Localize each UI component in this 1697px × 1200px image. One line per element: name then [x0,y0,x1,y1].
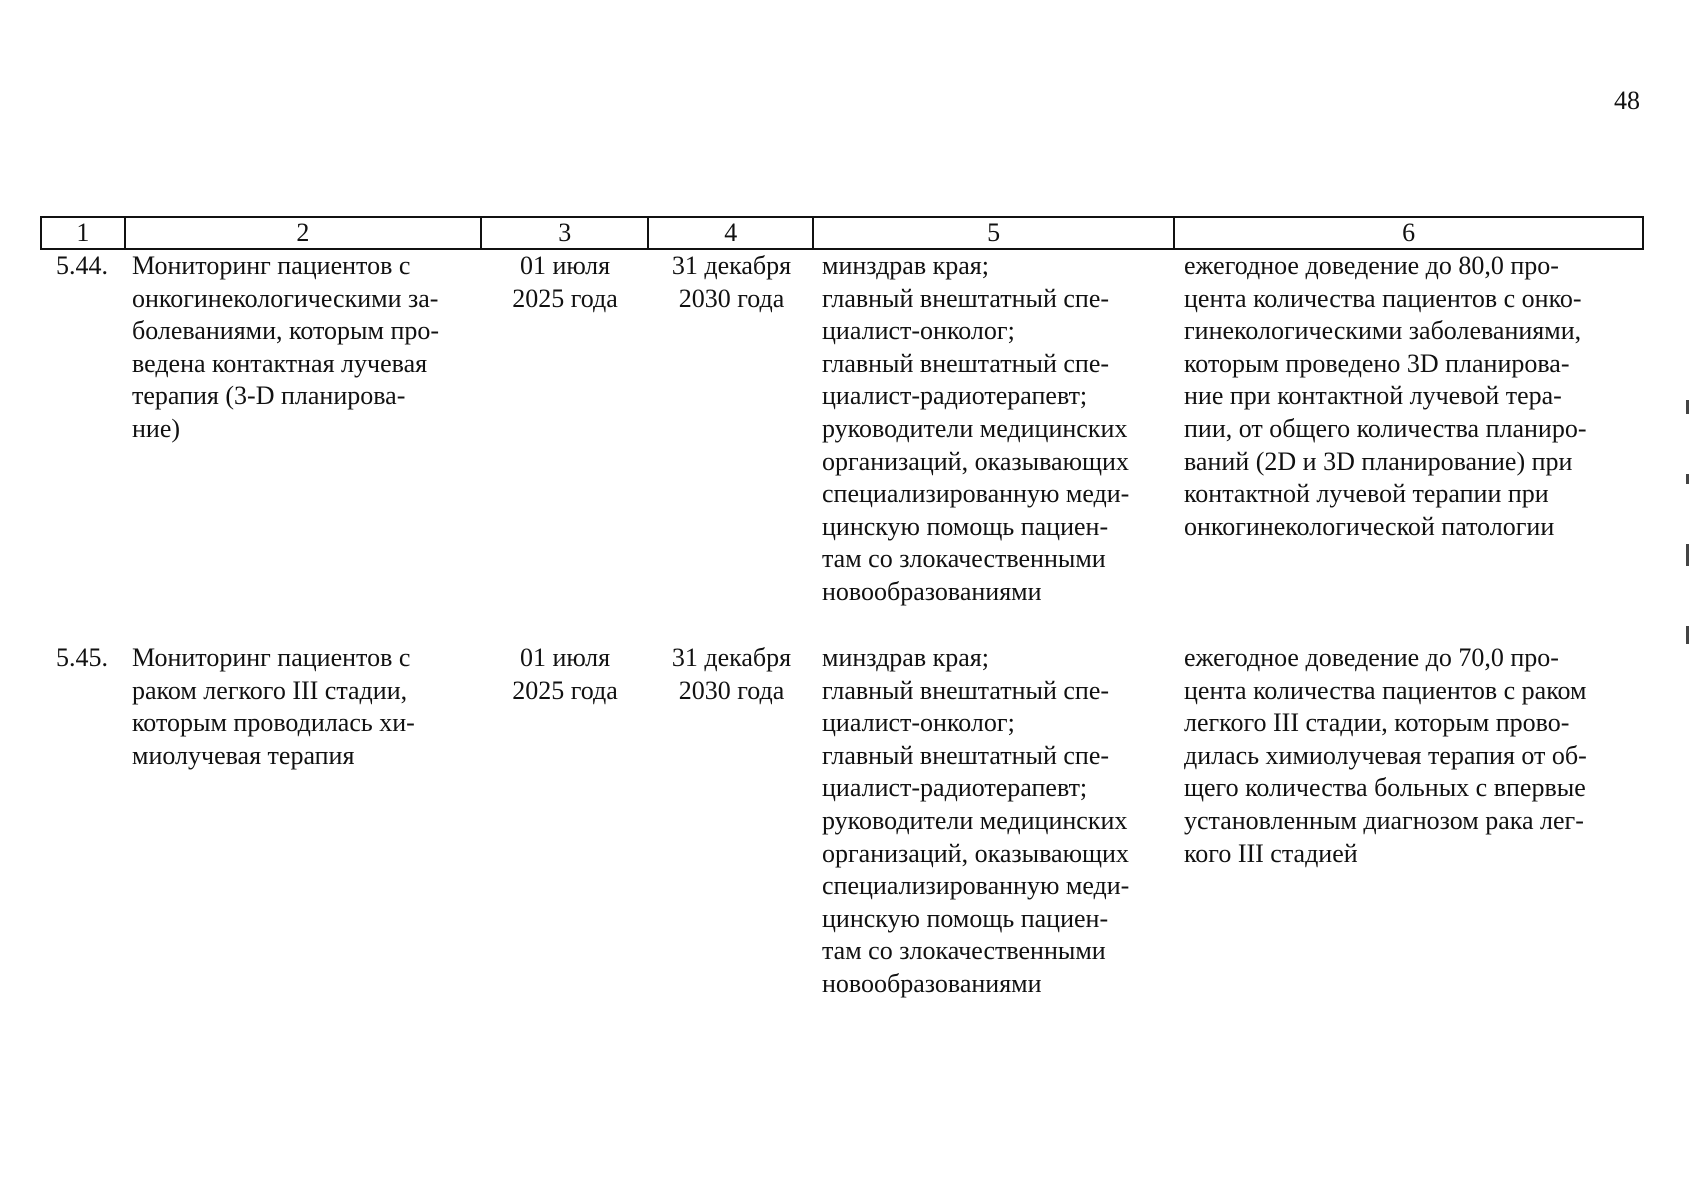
text-line: циалист-онколог; [822,316,1015,346]
text-line: ежегодное доведение до 80,0 про- [1184,251,1559,280]
column-number-4: 4 [649,218,814,248]
text-line: 2030 года [678,675,785,705]
text-line: минздрав края; [822,643,989,672]
text-line: раком легкого III стадии, [132,675,408,705]
text-line: новообразованиями [822,576,1042,606]
column-number-6: 6 [1402,218,1416,247]
column-number-2: 2 [126,218,482,248]
text-line: там со злокачественными [822,936,1106,966]
text-line: главный внештатный спе- [822,283,1110,313]
text-line: которым проведено 3D планирова- [1184,348,1570,378]
text-line: минздрав края; [822,251,989,280]
text-line: дилась химиолучевая терапия от об- [1184,740,1587,770]
text-line: щего количества больных с впервые [1184,773,1586,803]
text-line: ведена контактная лучевая [132,348,428,378]
text-line: там со злокачественными [822,544,1106,574]
end-date [649,250,814,642]
text-line: специализированную меди- [822,871,1130,901]
column-number-1: 1 [42,218,126,248]
text-line: цинскую помощь пациен- [822,511,1109,541]
expected-result [1176,642,1644,1001]
text-line: специализированную меди- [822,479,1130,509]
text-line: пии, от общего количества планиро- [1184,413,1587,443]
text-line: организаций, оказывающих [822,446,1129,476]
expected-result [1176,250,1644,642]
text-line: 2025 года [512,675,618,705]
table-row [40,250,1644,642]
text-line: новообразованиями [822,968,1042,998]
page-number: 48 [1614,86,1640,115]
text-line: цента количества пациентов с раком [1184,675,1587,705]
executors [814,642,1176,1001]
table-row [40,642,1644,1001]
text-line: главный внештатный спе- [822,675,1110,705]
text-line: ние при контактной лучевой тера- [1184,381,1562,411]
text-line: 2025 года [512,283,618,313]
text-line: онкогинекологической патологии [1184,511,1555,541]
text-line: циалист-радиотерапевт; [822,773,1088,803]
executors [814,250,1176,642]
text-line: 31 декабря [671,643,792,672]
table-body [40,250,1644,1001]
end-date [649,642,814,1001]
text-line: циалист-онколог; [822,708,1015,738]
text-line: 01 июля [519,251,611,280]
text-line: миолучевая терапия [132,740,355,770]
text-line: которым проводилась хи- [132,708,415,738]
text-line: Мониторинг пациентов с [132,643,411,672]
row-number: 5.45. [56,643,108,672]
column-number-5: 5 [814,218,1175,248]
text-line: циалист-радиотерапевт; [822,381,1088,411]
text-line: главный внештатный спе- [822,740,1110,770]
scan-edge-marks [1686,400,1692,704]
table-header-row [40,216,1644,250]
text-line: Мониторинг пациентов с [132,251,411,280]
text-line: гинекологическими заболеваниями, [1184,316,1582,346]
text-line: кого III стадией [1184,838,1358,868]
text-line: ние) [132,413,181,443]
text-line: контактной лучевой терапии при [1184,479,1549,509]
text-line: ежегодное доведение до 70,0 про- [1184,643,1559,672]
text-line: ваний (2D и 3D планирование) при [1184,446,1573,476]
text-line: установленным диагнозом рака лег- [1184,805,1584,835]
text-line: 2030 года [678,283,785,313]
text-line: 01 июля [519,643,611,672]
start-date [481,642,649,1001]
measure-name [124,250,481,642]
text-line: организаций, оказывающих [822,838,1129,868]
measure-name [124,642,481,1001]
column-number-3: 3 [482,218,650,248]
start-date [481,250,649,642]
text-line: руководители медицинских [822,413,1128,443]
text-line: онкогинекологическими за- [132,283,439,313]
text-line: главный внештатный спе- [822,348,1110,378]
row-number: 5.44. [56,251,108,280]
text-line: 31 декабря [671,251,792,280]
text-line: легкого III стадии, которым прово- [1184,708,1570,738]
text-line: терапия (3-D планирова- [132,381,406,411]
text-line: руководители медицинских [822,805,1128,835]
text-line: болеваниями, которым про- [132,316,440,346]
text-line: цента количества пациентов с онко- [1184,283,1582,313]
text-line: цинскую помощь пациен- [822,903,1109,933]
